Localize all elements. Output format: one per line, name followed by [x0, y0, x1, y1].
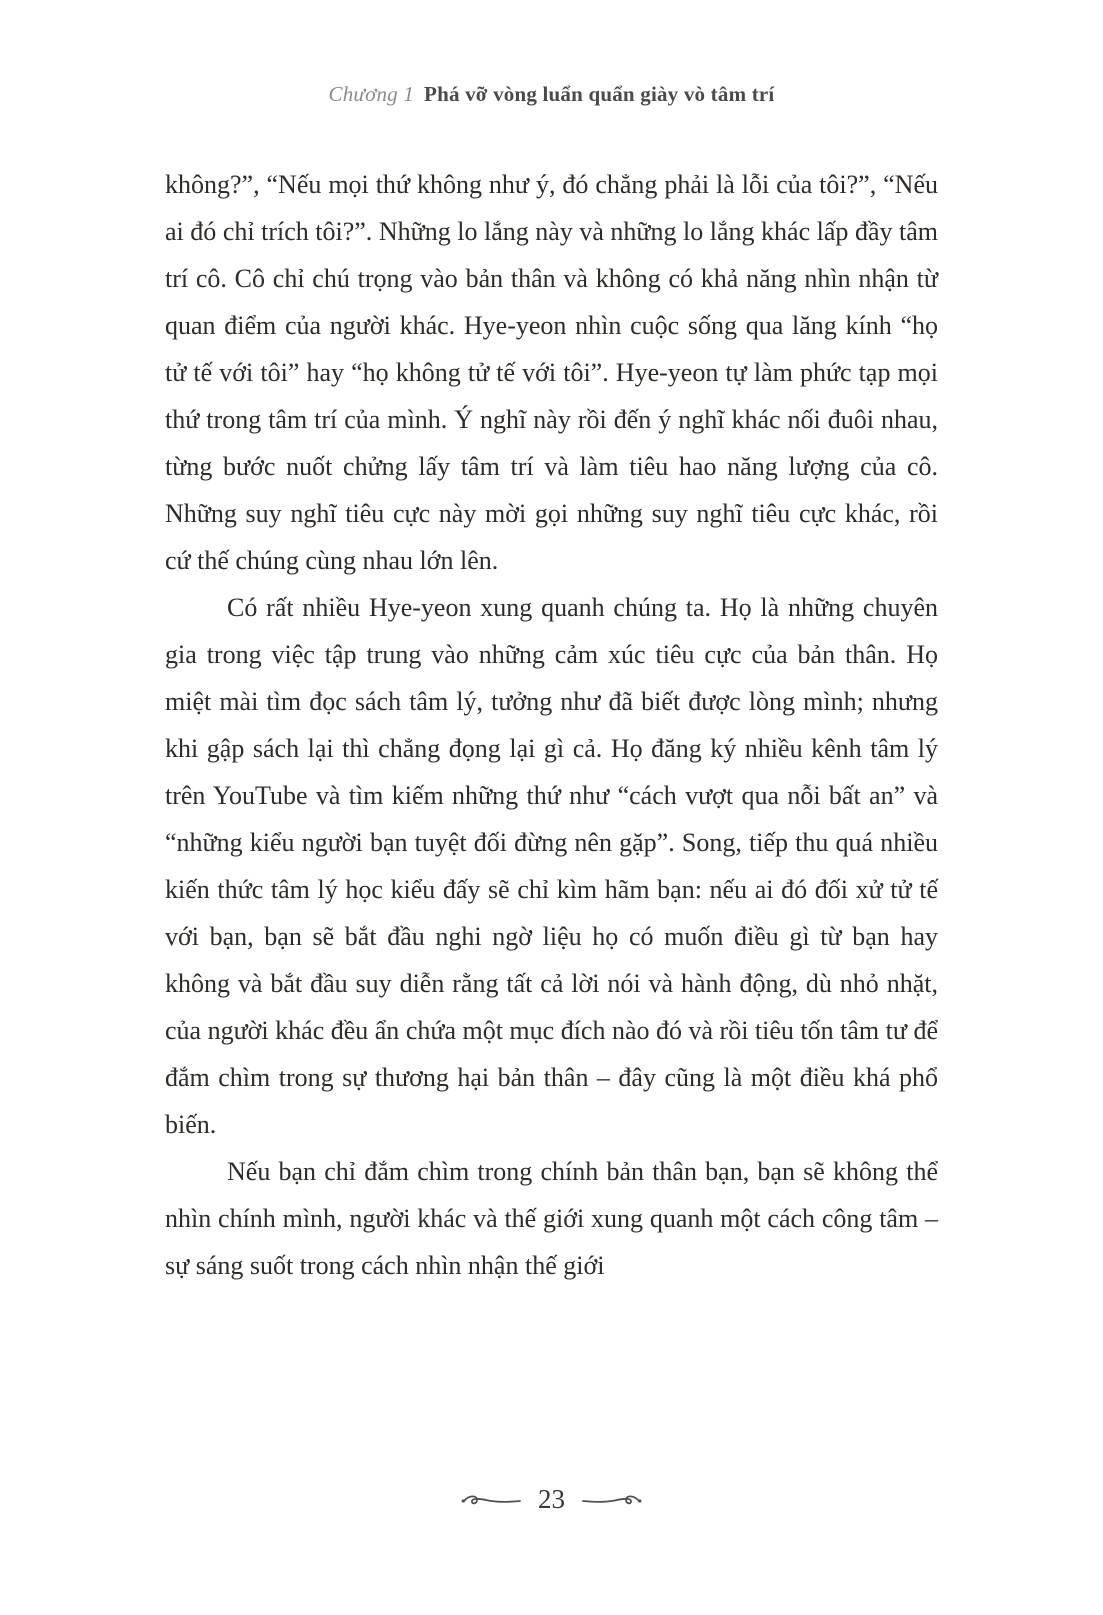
page-body: [165, 161, 938, 1289]
chapter-label: Chương 1: [328, 82, 415, 106]
chapter-title: Phá vỡ vòng luẩn quẩn giày vò tâm trí: [424, 82, 775, 106]
page-number: 23: [538, 1484, 565, 1514]
flourish-right-icon: [581, 1493, 643, 1509]
paragraph-2: Có rất nhiều Hye-yeon xung quanh chúng ta. Họ là những chuyên gia trong việc tập trung vào những cảm xúc tiêu cực của bản thân. Họ miệt mài tìm đọc sách tâm lý, tưởng như đã biết được lòng mình; nhưng khi gập sách lại thì chẳng đọng lại gì cả. Họ đăng ký nhiều kênh tâm lý trên YouTube và tìm kiếm những thứ như “cách vượt qua nỗi bất an” và “những kiểu người bạn tuyệt đối đừng nên gặp”. Song, tiếp thu quá nhiều kiến thức tâm lý học kiểu đấy sẽ chỉ kìm hãm bạn: nếu ai đó đối xử tử tế với bạn, bạn sẽ bắt đầu nghi ngờ liệu họ có muốn điều gì từ bạn hay không và bắt đầu suy diễn rằng tất cả lời nói và hành động, dù nhỏ nhặt, của người khác đều ẩn chứa một mục đích nào đó và rồi tiêu tốn tâm tư để đắm chìm trong sự thương hại bản thân – đây cũng là một điều khá phổ biến.: [165, 593, 938, 1139]
flourish-left-icon: [460, 1493, 522, 1509]
paragraph-3: Nếu bạn chỉ đắm chìm trong chính bản thân bạn, bạn sẽ không thể nhìn chính mình, người khác và thế giới xung quanh một cách công tâm – sự sáng suốt trong cách nhìn nhận thế giới: [165, 1157, 938, 1280]
paragraph-1: không?”, “Nếu mọi thứ không như ý, đó chẳng phải là lỗi của tôi?”, “Nếu ai đó chỉ trích tôi?”. Những lo lắng này và những lo lắng khác lấp đầy tâm trí cô. Cô chỉ chú trọng vào bản thân và không có khả năng nhìn nhận từ quan điểm của người khác. Hye-yeon nhìn cuộc sống qua lăng kính “họ tử tế với tôi” hay “họ không tử tế với tôi”. Hye-yeon tự làm phức tạp mọi thứ trong tâm trí của mình. Ý nghĩ này rồi đến ý nghĩ khác nối đuôi nhau, từng bước nuốt chửng lấy tâm trí và làm tiêu hao năng lượng của cô. Những suy nghĩ tiêu cực này mời gọi những suy nghĩ tiêu cực khác, rồi cứ thế chúng cùng nhau lớn lên.: [165, 170, 938, 575]
running-header: [165, 82, 938, 107]
page-footer: [0, 1486, 1103, 1515]
